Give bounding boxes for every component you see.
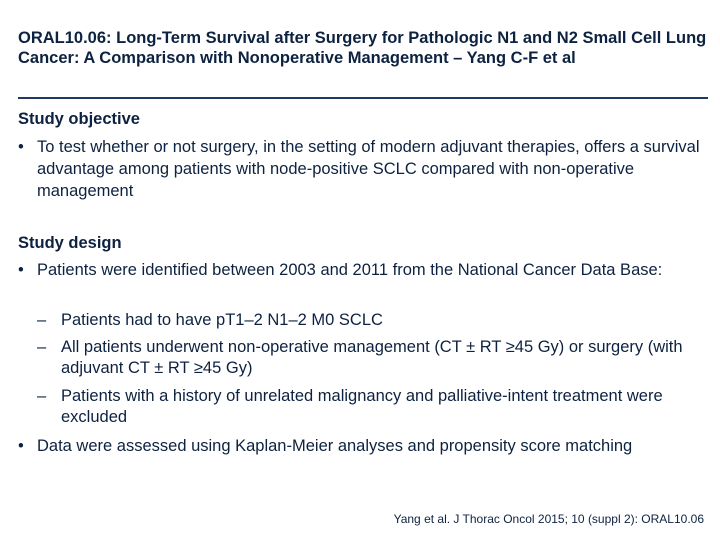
citation: Yang et al. J Thorac Oncol 2015; 10 (suppl 2): ORAL10.06 xyxy=(393,512,704,526)
slide-title: ORAL10.06: Long-Term Survival after Surgery for Pathologic N1 and N2 Small Cell Lung Cancer: A Comparison with Nonoperative Management – Yang C-F et al xyxy=(18,29,707,67)
dash-mark: – xyxy=(37,311,47,329)
design-sub-text: Patients with a history of unrelated malignancy and palliative-intent treatment were excluded xyxy=(61,387,663,426)
bullet-mark: • xyxy=(18,437,24,455)
design-bullet-text: Data were assessed using Kaplan-Meier analyses and propensity score matching xyxy=(37,437,633,455)
design-bullet-text: Patients were identified between 2003 and 2011 from the National Cancer Data Base: xyxy=(37,261,663,279)
design-sub-item xyxy=(37,310,707,331)
objective-heading: Study objective xyxy=(18,110,140,128)
objective-bullet-text: To test whether or not surgery, in the setting of modern adjuvant therapies, offers a survival advantage among patients with node-positive SCLC compared with non-operative management xyxy=(37,138,700,200)
design-sub-text: All patients underwent non-operative management (CT ± RT ≥45 Gy) or surgery (with adjuvant CT ± RT ≥45 Gy) xyxy=(61,338,683,377)
design-sub-item xyxy=(37,386,707,428)
design-bullet xyxy=(18,259,706,281)
dash-mark: – xyxy=(37,338,47,356)
bullet-mark: • xyxy=(18,261,24,279)
bullet-mark: • xyxy=(18,138,24,156)
design-sub-item xyxy=(37,337,707,379)
title-divider xyxy=(18,97,708,99)
design-heading: Study design xyxy=(18,234,122,252)
dash-mark: – xyxy=(37,387,47,405)
design-bullet xyxy=(18,435,706,457)
objective-bullet xyxy=(18,136,706,202)
design-sub-text: Patients had to have pT1–2 N1–2 M0 SCLC xyxy=(61,311,383,329)
